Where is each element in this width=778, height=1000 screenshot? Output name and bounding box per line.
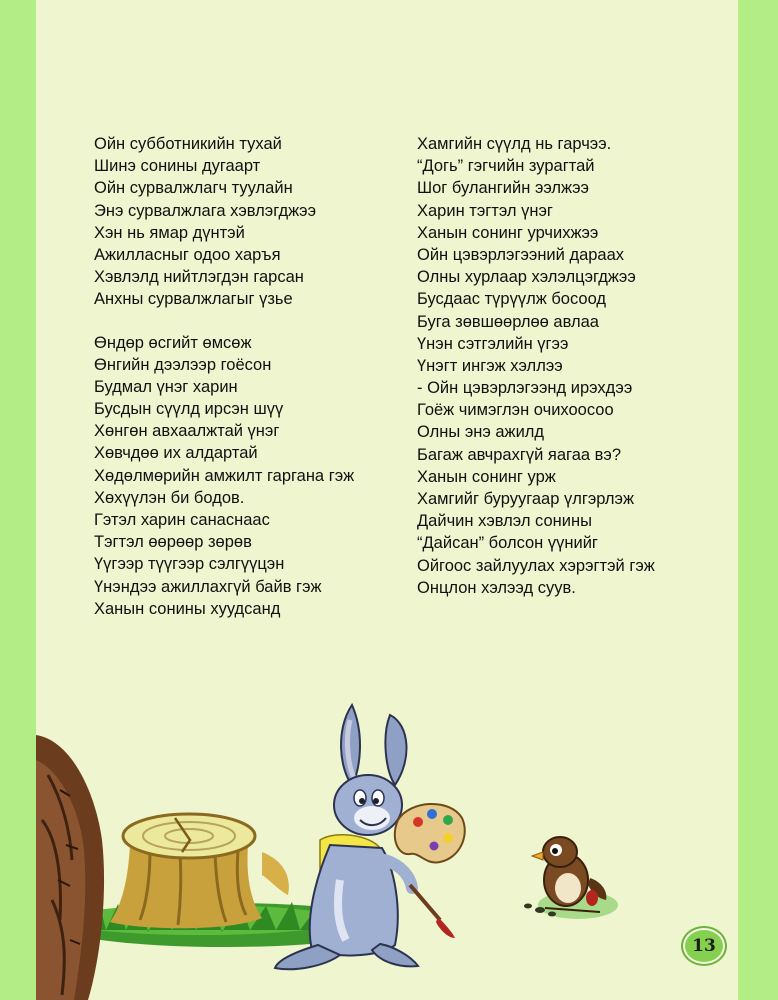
poem-line: Ажилласныг одоо харъя — [94, 245, 281, 264]
poem-line: Гоёж чимэглэн очихоосоо — [417, 401, 614, 420]
poem-line: Ханын сонинг урж — [417, 467, 556, 486]
poem-line: Харин тэгтэл үнэг — [417, 201, 553, 220]
poem-line: Хэн нь ямар дүнтэй — [94, 223, 245, 242]
poem-line: - Ойн цэвэрлэгээнд ирэхдээ — [417, 379, 633, 398]
poem-line: Ойгоос зайлуулах хэрэгтэй гэж — [417, 556, 655, 575]
poem-line: Хөдөлмөрийн амжилт гаргана гэж — [94, 466, 355, 485]
poem-line: Өндөр өсгийт өмсөж — [94, 333, 252, 352]
stanza-2 — [94, 332, 414, 620]
poem-line: Үүгээр түүгээр сэлгүүцэн — [94, 555, 285, 574]
poem-line: Хөнгөн авхаалжтай үнэг — [94, 422, 280, 441]
poem-line: Ойн цэвэрлэгээний дараах — [417, 245, 625, 264]
poem-line: Хамгийн сүүлд нь гарчээ. — [417, 135, 612, 153]
poem-line: Шог булангийн ээлжээ — [417, 179, 589, 198]
poem-line: Ханын сонинг урчихжээ — [417, 223, 599, 242]
poem-line: Гэтэл харин санаснаас — [94, 511, 270, 529]
poem-line: Будмал үнэг харин — [94, 377, 238, 396]
page-number-badge — [683, 928, 725, 964]
poem-line: Бусдаас түрүүлж босоод — [417, 290, 607, 309]
poem-line: Үнэн сэтгэлийн үгээ — [417, 334, 569, 353]
poem-line: Хэвлэлд нийтлэгдэн гарсан — [94, 268, 304, 287]
poem-line: Тэгтэл өөрөөр зөрөв — [94, 533, 252, 552]
poem-line: Ойн субботникийн тухай — [94, 135, 282, 153]
poem-column-left — [94, 133, 414, 620]
poem-line: Үнэгт ингэж хэллээ — [417, 356, 563, 375]
poem-line: Энэ сурвалжлага хэвлэгджээ — [94, 201, 316, 220]
poem-line: Олны энэ ажилд — [417, 423, 545, 442]
poem-line: Буга зөвшөөрлөө авлаа — [417, 312, 599, 331]
poem-line: Хөхүүлэн би бодов. — [94, 488, 245, 507]
stanza-1 — [94, 133, 414, 311]
poem-line: Дайчин хэвлэл сонины — [417, 512, 592, 531]
poem-line: Багаж авчрахгүй яагаа вэ? — [417, 445, 621, 464]
tree-trunk — [36, 735, 104, 1000]
poem-line: Үнэндээ ажиллахгүй байв гэж — [94, 577, 322, 596]
poem-line: Олны хурлаар хэлэлцэгджээ — [417, 268, 636, 287]
poem-line: Анхны сурвалжлагыг үзье — [94, 290, 293, 309]
poem-line: “Дайсан” болсон үүнийг — [417, 534, 598, 553]
poem-line: Онцлон хэлээд суув. — [417, 578, 576, 597]
paint-palette — [395, 804, 465, 862]
poem-line: Хөвчдөө их алдартай — [94, 444, 258, 463]
bird — [524, 837, 618, 919]
poem-line: Ойн сурвалжлагч туулайн — [94, 179, 293, 198]
poem-line: Шинэ сонины дугаарт — [94, 157, 261, 176]
poem-line: Хамгийг буруугаар үлгэрлэж — [417, 490, 635, 508]
poem-line: Ханын сонины хуудсанд — [94, 599, 281, 618]
poem-line: Бусдын сүүлд ирсэн шүү — [94, 400, 284, 419]
poem-line: “Догь” гэгчийн зурагтай — [417, 157, 595, 176]
poem-line: Өнгийн дээлээр гоёсон — [94, 355, 272, 374]
illustration — [0, 680, 778, 1000]
poem-column-right — [417, 133, 737, 599]
page-number: 13 — [692, 936, 716, 956]
stanza-gap — [94, 311, 414, 332]
